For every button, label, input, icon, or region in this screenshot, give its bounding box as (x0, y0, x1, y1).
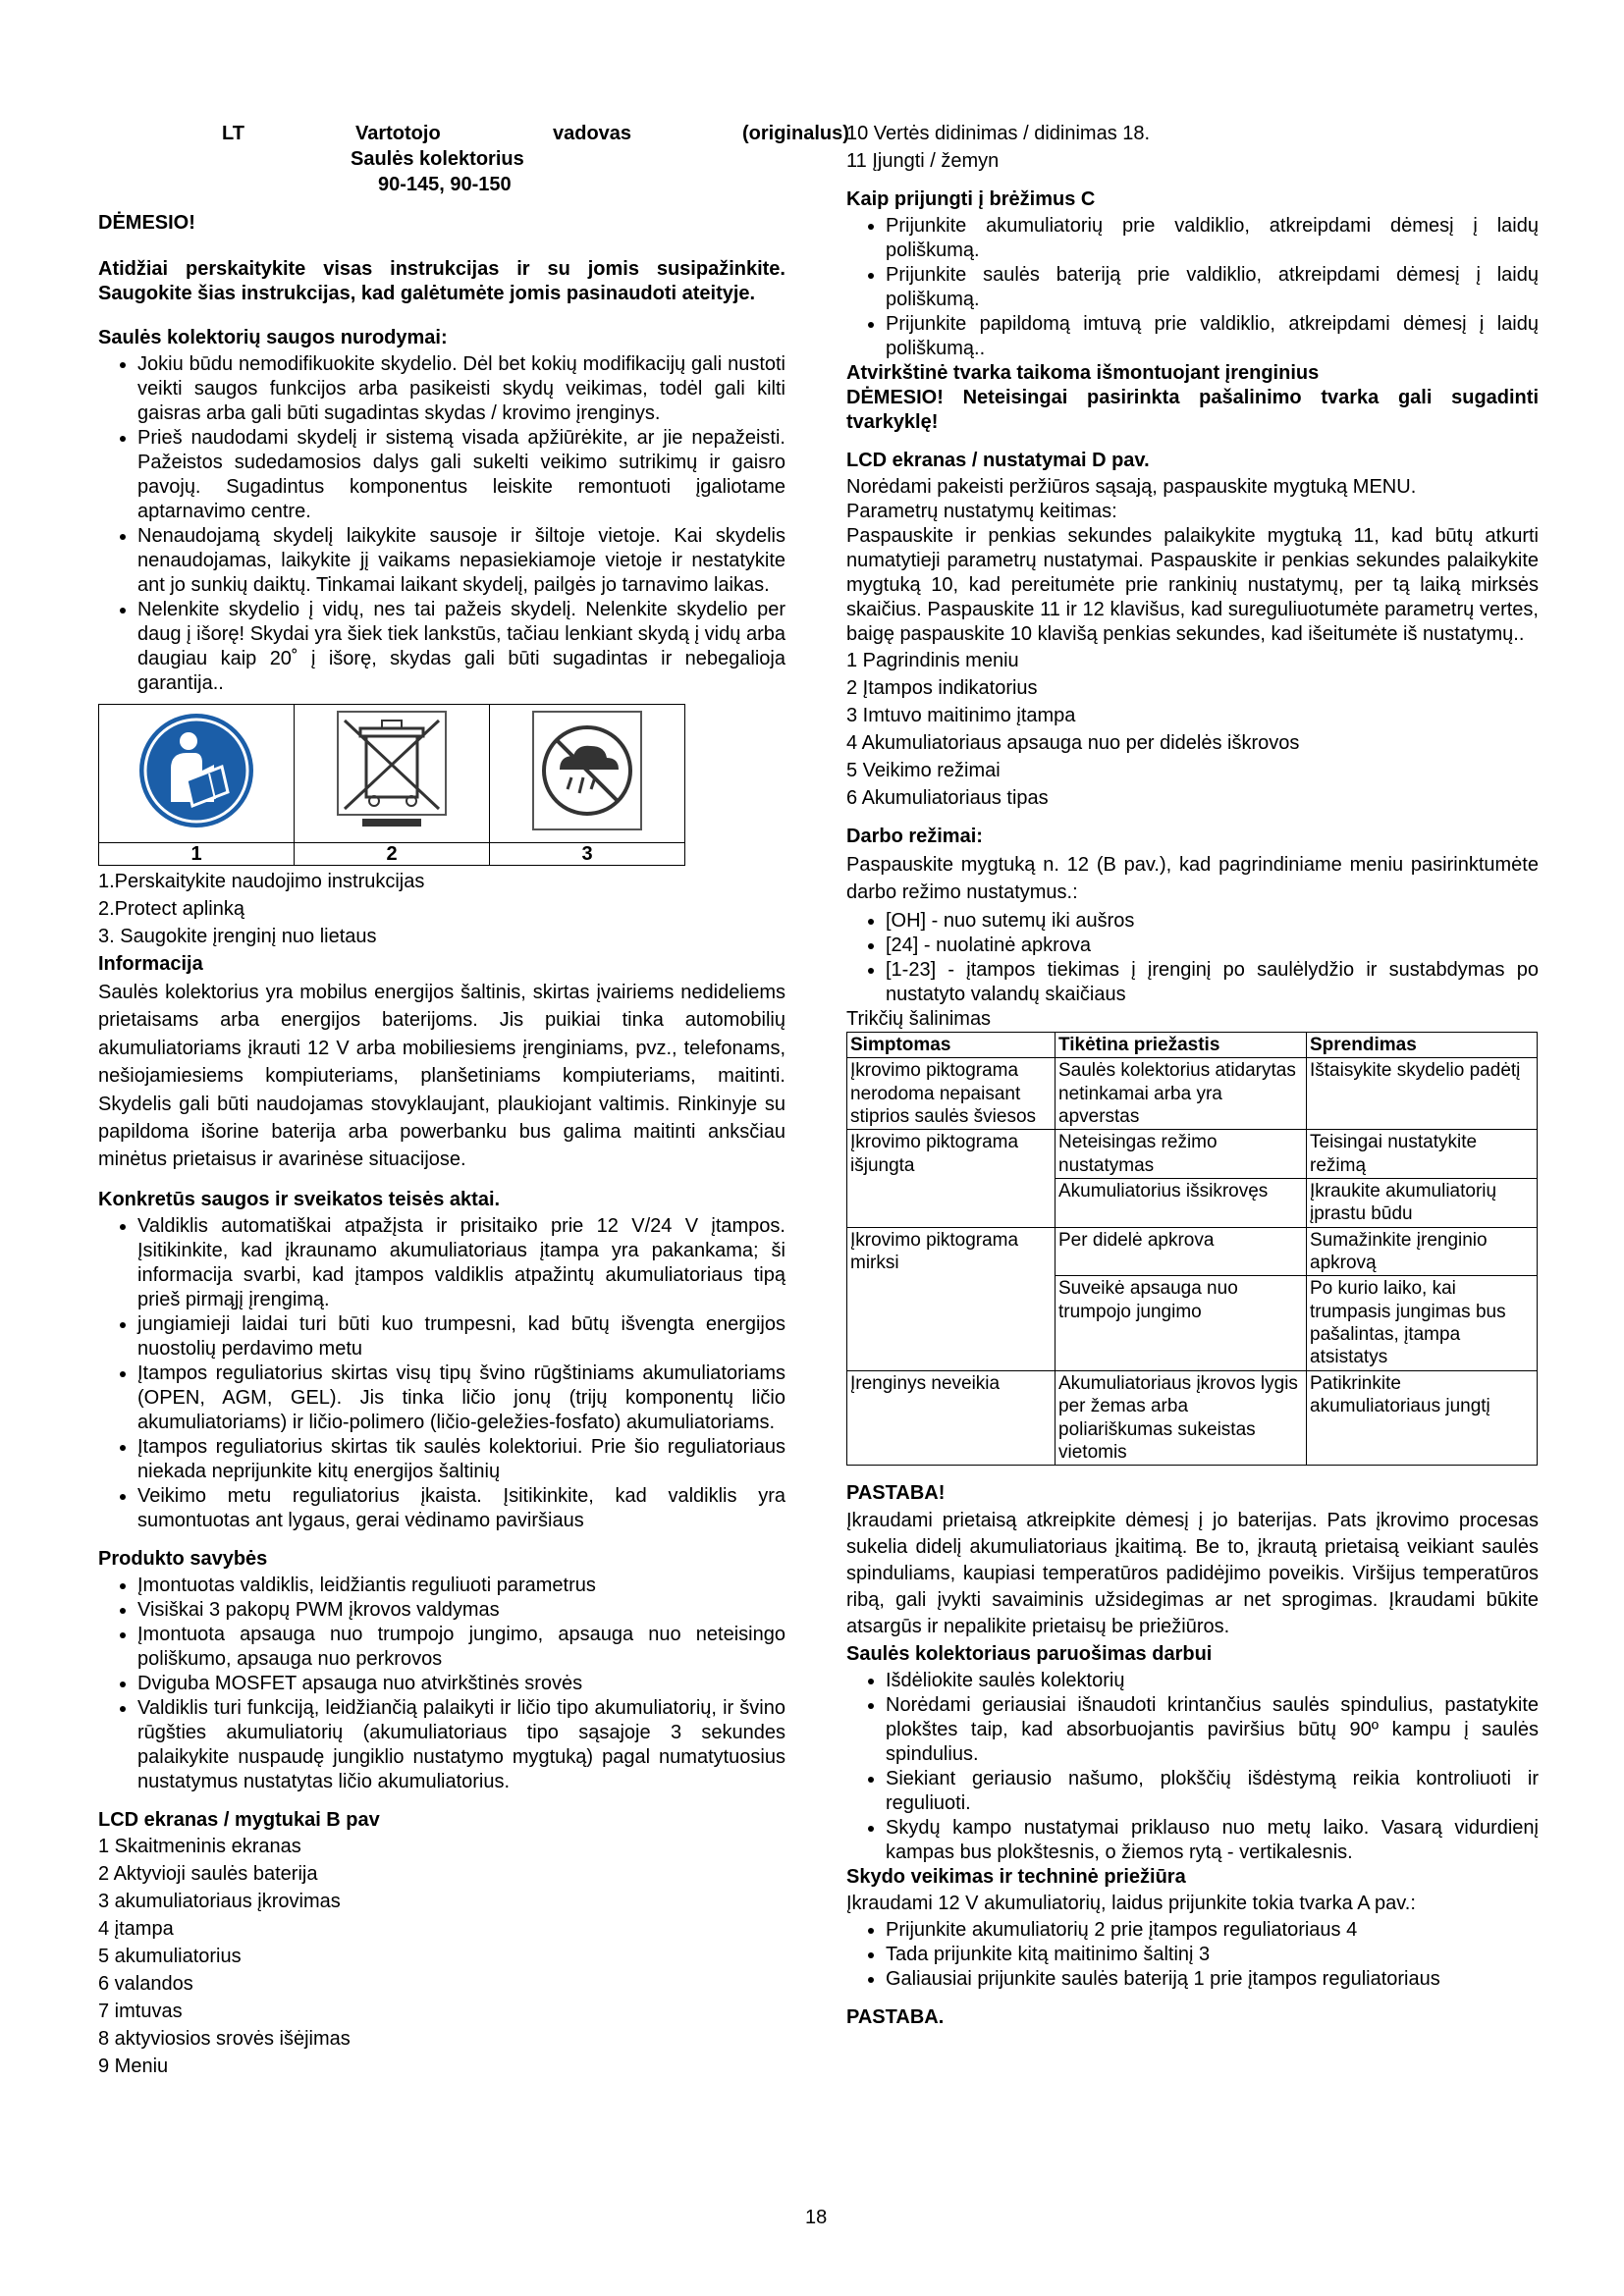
list-item: 3 akumuliatoriaus įkrovimas (98, 1890, 341, 1912)
regulations-heading: Konkretūs saugos ir sveikatos teisės aktai. (98, 1188, 501, 1210)
page-number: 18 (805, 2207, 828, 2228)
icon-caption-1: 1.Perskaitykite naudojimo instrukcijas (98, 871, 425, 892)
table-cell: Ištaisykite skydelio padėtį (1307, 1058, 1538, 1130)
list-item: • Valdiklis turi funkciją, leidžiančią palaikyti ir ličio tipo akumuliatorių, ir švino rūgšties akumuliatorių (akumuliatoriaus tipo sąsajoje 3 sekundes palaikykite nuspaudę jungiklio nustatymo mygtuką) pagal numatytuosius nustatymus nustatytas ličio akumuliatorius. (137, 1696, 785, 1794)
table-cell: Po kurio laiko, kai trumpasis jungimas bus pašalintas, įtampa atsistatys (1307, 1276, 1538, 1370)
table-cell: Įrenginys neveikia (847, 1370, 1056, 1465)
title-word-1: Vartotojo (355, 123, 441, 144)
icon-number-3: 3 (490, 843, 685, 866)
list-item: 1 Skaitmeninis ekranas (98, 1835, 301, 1857)
list-item: • jungiamieji laidai turi būti kuo trumpesni, kad būtų išvengta energijos nuostolių perdavimo metu (137, 1312, 785, 1362)
table-row (847, 1227, 1538, 1276)
icon-number-2: 2 (295, 843, 490, 866)
list-item: • [OH] - nuo sutemų iki aušros (886, 909, 1539, 934)
list-item: 1 Pagrindinis meniu (846, 650, 1019, 671)
list-item: • Įmontuotas valdiklis, leidžiantis reguliuoti parametrus (137, 1574, 785, 1598)
lcd-settings-paragraph: Paspauskite ir penkias sekundes palaikykite mygtuką 11, kad būtų atkurti numatytieji parametrų nustatymai. Paspauskite ir penkias sekundes palaikykite mygtuką 10, kad pereitumėte prie rankinių nustatymų, per tą laiką mirksės skaičius. Paspauskite 11 ir 12 klavišus, kad sureguliuotumėte parametrų vertes, baigę paspauskite 10 klavišą penkias sekundes, kad išeitumėte iš nustatymų.. (846, 525, 1539, 645)
table-cell: Įkrovimo piktograma išjungta (847, 1130, 1056, 1227)
model-numbers: 90-145, 90-150 (378, 174, 512, 195)
note-heading: PASTABA! (846, 1482, 946, 1505)
lcd-settings-heading: LCD ekranas / nustatymai D pav. (846, 450, 1150, 471)
table-cell: Saulės kolektorius atidarytas netinkamai arba yra apverstas (1056, 1058, 1307, 1130)
left-column (98, 211, 785, 2082)
icon-cell-1 (99, 705, 295, 843)
info-paragraph: Saulės kolektorius yra mobilus energijos šaltinis, skirtas įvairiems nedideliems prietaisams arba energijos baterijoms. Jis puikiai tinka automobilių akumuliatoriams įkrauti 12 V arba mobiliesiems įrenginiams, pvz., telefonams, nešiojamiesiems kompiuteriams, planšetiniams kompiuteriams, maitinti. Skydelis gali būti naudojamas stovyklaujant, plaukiojant valtimis. Rinkinyje su papildoma išorine baterija arba powerbanku bus galima maitinti anksčiau minėtus prietaisus ir avarinėse situacijose. (98, 982, 785, 1171)
list-item: • Jokiu būdu nemodifikuokite skydelio. Dėl bet kokių modifikacijų gali nustoti veikti saugos funkcijos arba pasikeisti skydų veikimas, todėl gali kilti gaisras arba gali būti sugadintas skydas / krovimo įrenginys. (137, 352, 785, 426)
list-item: • Norėdami geriausiai išnaudoti krintančius saulės spindulius, pastatykite plokštes taip, kad absorbuojantis paviršius būtų 90º kampu į saulės spindulius. (886, 1693, 1539, 1767)
list-item: 6 Akumuliatoriaus tipas (846, 787, 1049, 809)
list-item: 4 Akumuliatoriaus apsauga nuo per didelės iškrovos (846, 732, 1300, 754)
column-header: Simptomas (847, 1032, 1056, 1057)
note-paragraph: Įkraudami prietaisą atkreipkite dėmesį į jo baterijas. Pats įkrovimo procesas sukelia didelį akumuliatoriaus įkaitimą. Be to, įkrautą prietaisą veikiant saulės spinduliams, kaupiasi temperatūros padidėjimo poveikis. Viršijus temperatūros ribą, gali įvykti savaiminis užsidegimas ar net sprogimas. Įkraudami būkite atsargūs ir nepalikite prietaisų be priežiūros. (846, 1510, 1539, 1638)
reverse-order-warning: DĖMESIO! Neteisingai pasirinkta pašalinimo tvarka gali sugadinti tvarkyklę! (846, 387, 1539, 433)
list-item: • Prijunkite akumuliatorių prie valdiklio, atkreipdami dėmesį į laidų poliškumą. (886, 214, 1539, 263)
operation-list (846, 1918, 1539, 1992)
title-word-3: (originalus) (742, 123, 849, 144)
warning-icons-table (98, 704, 685, 866)
table-cell: Teisingai nustatykite režimą (1307, 1130, 1538, 1179)
work-modes-paragraph: Paspauskite mygtuką n. 12 (B pav.), kad pagrindiniame meniu pasirinktumėte darbo režimo nustatymus.: (846, 854, 1539, 904)
lcd-item-10: 10 Vertės didinimas / didinimas 18. (846, 123, 1151, 144)
list-item: • Valdiklis automatiškai atpažįsta ir prisitaiko prie 12 V/24 V įtampos. Įsitikinkite, kad įkraunamo akumuliatoriaus įtampa yra pakankama; ši informacija svarbi, kad įtampos valdiklis atpažintų akumuliatoriaus tipą prieš pirmąjį įrengimą. (137, 1214, 785, 1312)
list-item: 7 imtuvas (98, 2000, 183, 2022)
list-item: • Įtampos reguliatorius skirtas visų tipų švino rūgštiniams akumuliatoriams (OPEN, AGM, GEL). Jis tinka ličio jonų (trijų komponentų ličio akumuliatoriams) ir ličio-polimero (ličio-geležies-fosfato) akumuliatoriams. (137, 1362, 785, 1435)
list-item: 6 valandos (98, 1972, 193, 1995)
list-item: • [24] - nuolatinė apkrova (886, 934, 1539, 958)
list-item: • Prijunkite saulės bateriją prie valdiklio, atkreipdami dėmesį į laidų poliškumą. (886, 263, 1539, 312)
table-cell: Įkraukite akumuliatorių įprastu būdu (1307, 1178, 1538, 1227)
safety-heading: Saulės kolektorių saugos nurodymai: (98, 327, 448, 348)
list-item: 4 įtampa (98, 1917, 174, 1940)
work-modes-list (846, 909, 1539, 1007)
list-item: • [1-23] - įtampos tiekimas į įrenginį po saulėlydžio ir sustabdymas po nustatyto valandų skaičiaus (886, 958, 1539, 1007)
list-item: 5 akumuliatorius (98, 1945, 242, 1967)
operation-heading: Skydo veikimas ir techninė priežiūra (846, 1866, 1186, 1889)
list-item: 8 aktyviosios srovės išėjimas (98, 2027, 351, 2050)
table-cell: Sumažinkite įrenginio apkrovą (1307, 1227, 1538, 1276)
list-item: 5 Veikimo režimai (846, 760, 1001, 781)
lcd-buttons-list (98, 1835, 785, 2079)
list-item: • Įtampos reguliatorius skirtas tik saulės kolektoriui. Prie šio reguliatoriaus niekada neprijunkite kitų energijos šaltinių (137, 1435, 785, 1484)
list-item: 2 Įtampos indikatorius (846, 677, 1038, 699)
icon-cell-2 (295, 705, 490, 843)
right-column (846, 122, 1539, 2032)
icon-cell-3 (490, 705, 685, 843)
lcd-item-11: 11 Įjungti / žemyn (846, 150, 1000, 172)
list-item: • Tada prijunkite kitą maitinimo šaltinį 3 (886, 1943, 1539, 1967)
list-item: • Galiausiai prijunkite saulės bateriją 1 prie įtampos reguliatoriaus (886, 1967, 1539, 1992)
read-manual-icon (137, 712, 255, 829)
icon-caption-3: 3. Saugokite įrenginį nuo lietaus (98, 926, 377, 947)
safety-list (98, 352, 785, 696)
reverse-order-heading: Atvirkštinė tvarka taikoma išmontuojant įrenginius (846, 362, 1320, 384)
preparation-list (846, 1669, 1539, 1865)
list-item: 2 Aktyvioji saulės baterija (98, 1862, 318, 1885)
list-item: 9 Meniu (98, 2055, 169, 2077)
table-row (847, 1058, 1538, 1130)
list-item: • Nenaudojamą skydelį laikykite sausoje ir šiltoje vietoje. Kai skydelis nenaudojamas, laikykite jį vaikams nepasiekiamoje vietoje ir nestatykite ant jo sunkių daiktų. Tinkamai laikant skydelį, pailgės jo tarnavimo laikas. (137, 524, 785, 598)
list-item: • Prijunkite papildomą imtuvą prie valdiklio, atkreipdami dėmesį į laidų poliškumą.. (886, 312, 1539, 361)
attention-heading: DĖMESIO! (98, 212, 195, 234)
lcd-settings-line-2: Parametrų nustatymų keitimas: (846, 501, 1117, 522)
table-cell: Suveikė apsauga nuo trumpojo jungimo (1056, 1276, 1307, 1370)
table-cell: Akumuliatoriaus įkrovos lygis per žemas arba poliariškumas sukeistas vietomis (1056, 1370, 1307, 1465)
regulations-list (98, 1214, 785, 1533)
features-heading: Produkto savybės (98, 1547, 268, 1570)
lang-code: LT (222, 123, 244, 144)
troubleshooting-heading: Trikčių šalinimas (846, 1007, 992, 1030)
table-cell: Įkrovimo piktograma mirksi (847, 1227, 1056, 1370)
final-note-heading: PASTABA. (846, 2006, 945, 2029)
icon-number-1: 1 (99, 843, 295, 866)
operation-paragraph: Įkraudami 12 V akumuliatorių, laidus prijunkite tokia tvarka A pav.: (846, 1893, 1416, 1915)
table-row (847, 1370, 1538, 1465)
title-word-2: vadovas (553, 123, 632, 144)
table-header-row (847, 1032, 1538, 1057)
list-item: • Įmontuota apsauga nuo trumpojo jungimo, apsauga nuo neteisingo poliškumo, apsauga nuo perkrovos (137, 1623, 785, 1672)
list-item: • Visiškai 3 pakopų PWM įkrovos valdymas (137, 1598, 785, 1623)
lcd-buttons-heading: LCD ekranas / mygtukai B pav (98, 1808, 380, 1831)
list-item: • Veikimo metu reguliatorius įkaista. Įsitikinkite, kad valdiklis yra sumontuotas ant lygaus, gerai vėdinamo paviršiaus (137, 1484, 785, 1533)
crossed-bin-icon (333, 707, 451, 834)
connect-list (846, 214, 1539, 361)
table-row (847, 1130, 1538, 1179)
connect-heading: Kaip prijungti į brėžimus C (846, 188, 1096, 210)
table-cell: Patikrinkite akumuliatoriaus jungtį (1307, 1370, 1538, 1465)
list-item: • Skydų kampo nustatymai priklauso nuo metų laiko. Vasarą vidurdienį kampas bus plokštesnis, o žiemos rytą - vertikalesnis. (886, 1816, 1539, 1865)
document-subtitle: Saulės kolektorius (351, 148, 524, 170)
list-item: • Dviguba MOSFET apsauga nuo atvirkštinės srovės (137, 1672, 785, 1696)
work-modes-heading: Darbo režimai: (846, 826, 983, 847)
column-header: Sprendimas (1307, 1032, 1538, 1057)
list-item: • Išdėliokite saulės kolektorių (886, 1669, 1539, 1693)
icon-caption-2: 2.Protect aplinką (98, 898, 244, 920)
list-item: • Prieš naudodami skydelį ir sistemą visada apžiūrėkite, ar jie nepažeisti. Pažeistos sudedamosios dalys gali sukelti veikimo sutrikimų ir gaisro pavojų. Sugadintus komponentus leiskite remontuoti įgaliotame aptarnavimo centre. (137, 426, 785, 524)
no-rain-icon (528, 707, 646, 834)
table-cell: Įkrovimo piktograma nerodoma nepaisant stiprios saulės šviesos (847, 1058, 1056, 1130)
features-list (98, 1574, 785, 1794)
preparation-heading: Saulės kolektoriaus paruošimas darbui (846, 1643, 1213, 1666)
intro-paragraph: Atidžiai perskaitykite visas instrukcijas ir su jomis susipažinkite. Saugokite šias instrukcijas, kad galėtumėte jomis pasinaudoti ateityje. (98, 258, 785, 304)
column-header: Tikėtina priežastis (1056, 1032, 1307, 1057)
lcd-settings-list (846, 649, 1539, 811)
troubleshooting-table (846, 1032, 1538, 1466)
table-cell: Akumuliatorius išsikrovęs (1056, 1178, 1307, 1227)
list-item: 3 Imtuvo maitinimo įtampa (846, 705, 1076, 726)
list-item: • Prijunkite akumuliatorių 2 prie įtampos reguliatoriaus 4 (886, 1918, 1539, 1943)
table-cell: Neteisingas režimo nustatymas (1056, 1130, 1307, 1179)
lcd-settings-line-1: Norėdami pakeisti peržiūros sąsają, paspauskite mygtuką MENU. (846, 476, 1417, 498)
info-heading: Informacija (98, 953, 203, 975)
table-cell: Per didelė apkrova (1056, 1227, 1307, 1276)
list-item: • Siekiant geriausio našumo, plokščių išdėstymą reikia kontroliuoti ir reguliuoti. (886, 1767, 1539, 1816)
list-item: • Nelenkite skydelio į vidų, nes tai pažeis skydelį. Nelenkite skydelio per daug į išorę! Skydai yra šiek tiek lankstūs, tačiau lenkiant skydą į vidų arba daugiau kaip 20˚ į išorę, skydas gali būti sugadintas ir nebegalioja garantija.. (137, 598, 785, 696)
